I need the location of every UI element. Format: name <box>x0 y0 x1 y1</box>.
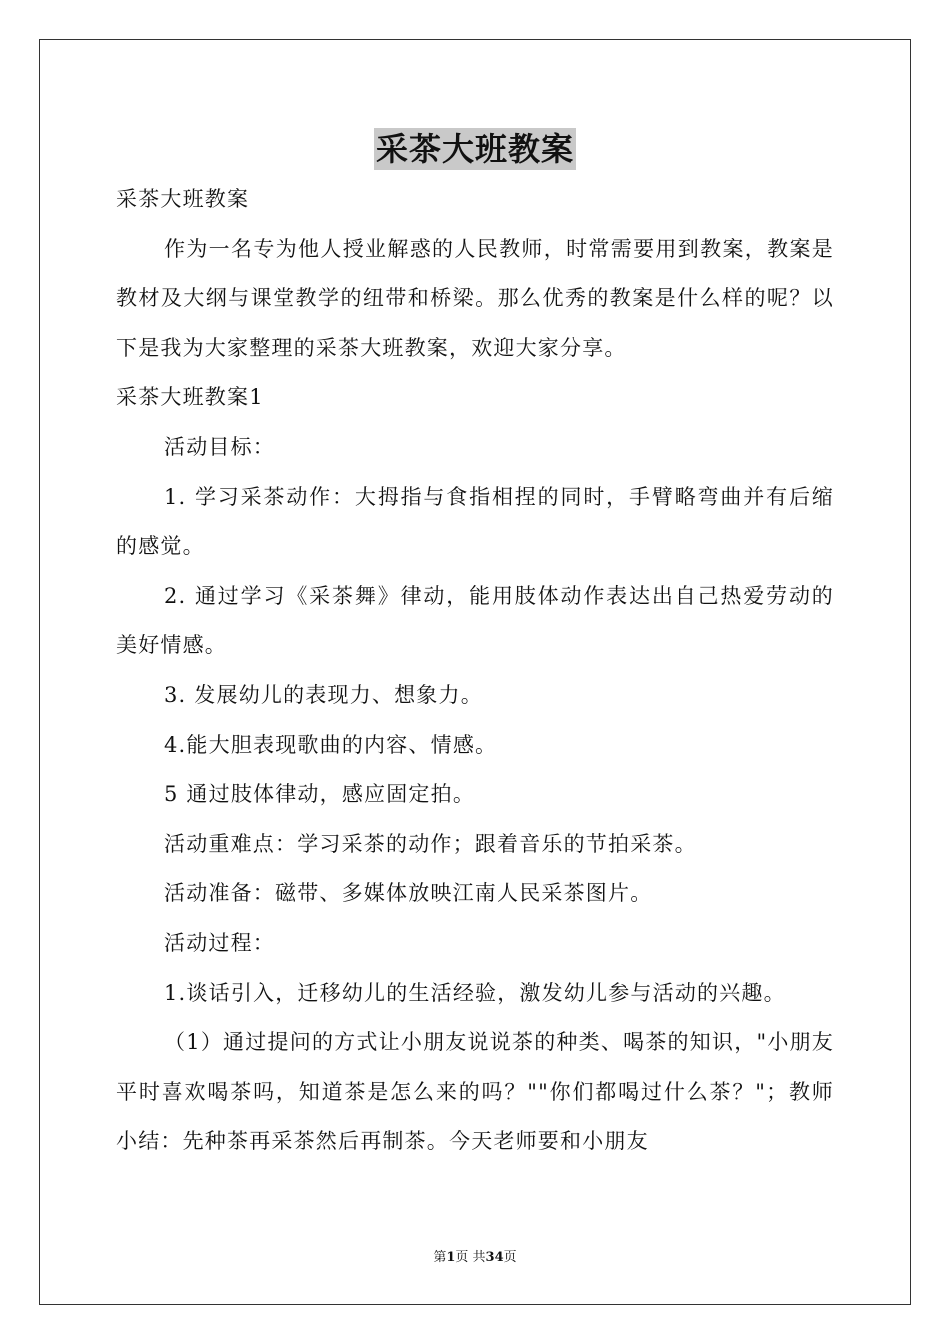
paragraph: 5 通过肢体律动，感应固定拍。 <box>164 782 476 807</box>
page-footer <box>0 1249 950 1267</box>
page-number-suffix: 页 <box>503 1250 517 1265</box>
page-number-total: 34 <box>485 1250 504 1265</box>
paragraph: 活动过程： <box>164 930 275 955</box>
document-body <box>116 175 834 1167</box>
paragraph: 采茶大班教案1 <box>116 385 264 410</box>
paragraph: 活动准备：磁带、多媒体放映江南人民采茶图片。 <box>164 881 653 906</box>
title-container <box>0 128 950 170</box>
paragraph: 采茶大班教案 <box>116 187 250 211</box>
paragraph: 3. 发展幼儿的表现力、想象力。 <box>164 682 483 707</box>
page-number-current: 1 <box>446 1250 456 1265</box>
paragraph: 1. 学习采茶动作：大拇指与食指相捏的同时，手臂略弯曲并有后缩的感觉。 <box>116 484 834 559</box>
page-number-prefix: 第 <box>433 1250 447 1265</box>
paragraph: 1.谈话引入，迁移幼儿的生活经验，激发幼儿参与活动的兴趣。 <box>164 980 786 1005</box>
paragraph: （1）通过提问的方式让小朋友说说茶的种类、喝茶的知识，"小朋友平时喜欢喝茶吗，知道茶是怎么来的吗？""你们都喝过什么茶？"；教师小结：先种茶再采茶然后再制茶。今天老师要和小朋友 <box>116 1030 834 1154</box>
document-title: 采茶大班教案 <box>375 130 574 168</box>
paragraph: 活动目标： <box>164 434 275 459</box>
paragraph: 活动重难点：学习采茶的动作；跟着音乐的节拍采茶。 <box>164 831 697 856</box>
page-number-mid: 页 共 <box>455 1250 486 1265</box>
paragraph: 作为一名专为他人授业解惑的人民教师，时常需要用到教案，教案是教材及大纲与课堂教学的纽带和桥梁。那么优秀的教案是什么样的呢？以下是我为大家整理的采茶大班教案，欢迎大家分享。 <box>116 236 834 360</box>
paragraph: 4.能大胆表现歌曲的内容、情感。 <box>164 732 498 757</box>
paragraph: 2. 通过学习《采茶舞》律动，能用肢体动作表达出自己热爱劳动的美好情感。 <box>116 583 834 658</box>
